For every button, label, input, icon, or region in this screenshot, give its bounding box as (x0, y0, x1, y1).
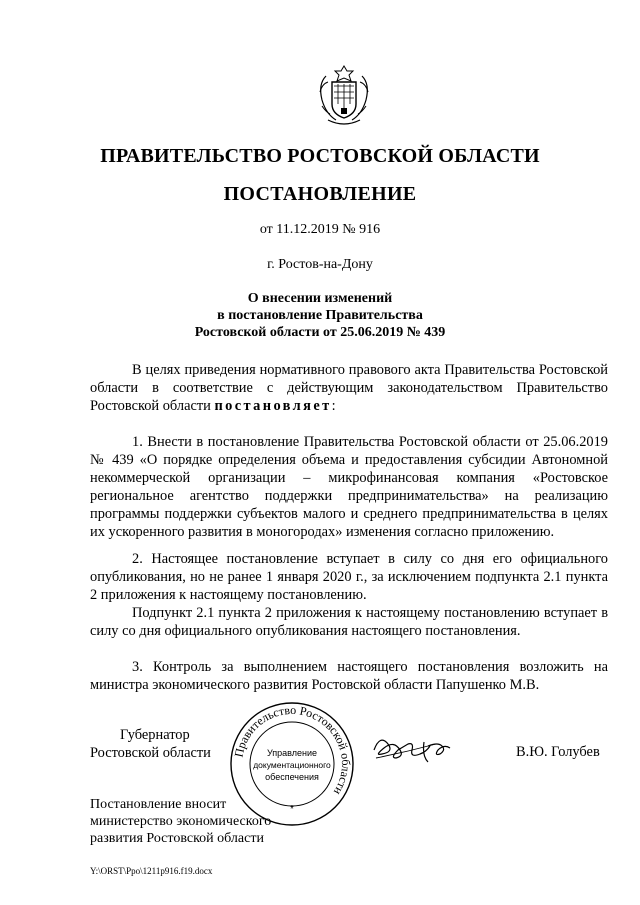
submitted-by (90, 796, 271, 847)
stamp-inner-line: обеспечения (265, 772, 319, 782)
submitted-by-line: развития Ростовской области (90, 831, 264, 846)
signatory-title (90, 726, 211, 762)
organization-title: ПРАВИТЕЛЬСТВО РОСТОВСКОЙ ОБЛАСТИ (100, 145, 540, 167)
submitted-by-line: министерство экономического (90, 814, 272, 829)
submitted-by-line: Постановление вносит (90, 797, 227, 812)
signatory-name: В.Ю. Голубев (516, 744, 600, 760)
item-paragraph: Подпункт 2.1 пункта 2 приложения к настоящему постановлению вступает в силу со дня официального опубликования настоящего постановления. (90, 605, 608, 639)
coat-of-arms-icon (316, 62, 372, 128)
document-city: г. Ростов-на-Дону (267, 257, 373, 272)
preamble-end: : (331, 398, 336, 414)
subject-line: О внесении изменений (247, 291, 393, 306)
item-paragraph: 3. Контроль за выполнением настоящего постановления возложить на министра экономического развития Ростовской области Папушенко М.В. (90, 659, 608, 693)
decree-word: постановляет (214, 398, 332, 414)
item-paragraph: 2. Настоящее постановление вступает в силу со дня его официального опубликования, но не ранее 1 января 2020 г., за исключением подпункта 2.1 пункта 2 приложения к настоящему постановлению. (90, 551, 608, 603)
stamp-inner-line: Управление (266, 748, 318, 758)
item-paragraph: 1. Внести в постановление Правительства Ростовской области от 25.06.2019 № 439 «О порядке определения объема и предоставления субсидии Автономной некоммерческой организации – микрофинансовая компания «Ростовское региональное агентство поддержки предпринимательства» на реализацию программы поддержки субъектов малого и среднего предпринимательства в целях их ускоренного развития в моногородах» изменения согласно приложению. (90, 434, 608, 540)
handwritten-signature (370, 728, 470, 768)
signatory-title-line: Губернатор (120, 727, 190, 743)
subject-line: Ростовской области от 25.06.2019 № 439 (194, 325, 446, 340)
document-type: ПОСТАНОВЛЕНИЕ (223, 183, 417, 205)
document-subject (0, 290, 640, 341)
subject-line: в постановление Правительства (217, 308, 423, 323)
stamp-ring-text: Правительство Ростовской области (231, 702, 354, 798)
preamble-paragraph (90, 361, 608, 415)
document-date-number: от 11.12.2019 № 916 (259, 222, 381, 237)
file-path: Y:\ORST\Ppo\1211p916.f19.docx (90, 866, 213, 876)
stamp-star-icon: * (290, 804, 294, 815)
stamp-inner-line: документационного (253, 760, 331, 770)
signatory-title-line: Ростовской области (90, 745, 211, 761)
preamble-text: В целях приведения нормативного правового акта Правительства Ростовской области в соответствие с действующим законодательством Правительство Ростовской области (90, 362, 608, 414)
